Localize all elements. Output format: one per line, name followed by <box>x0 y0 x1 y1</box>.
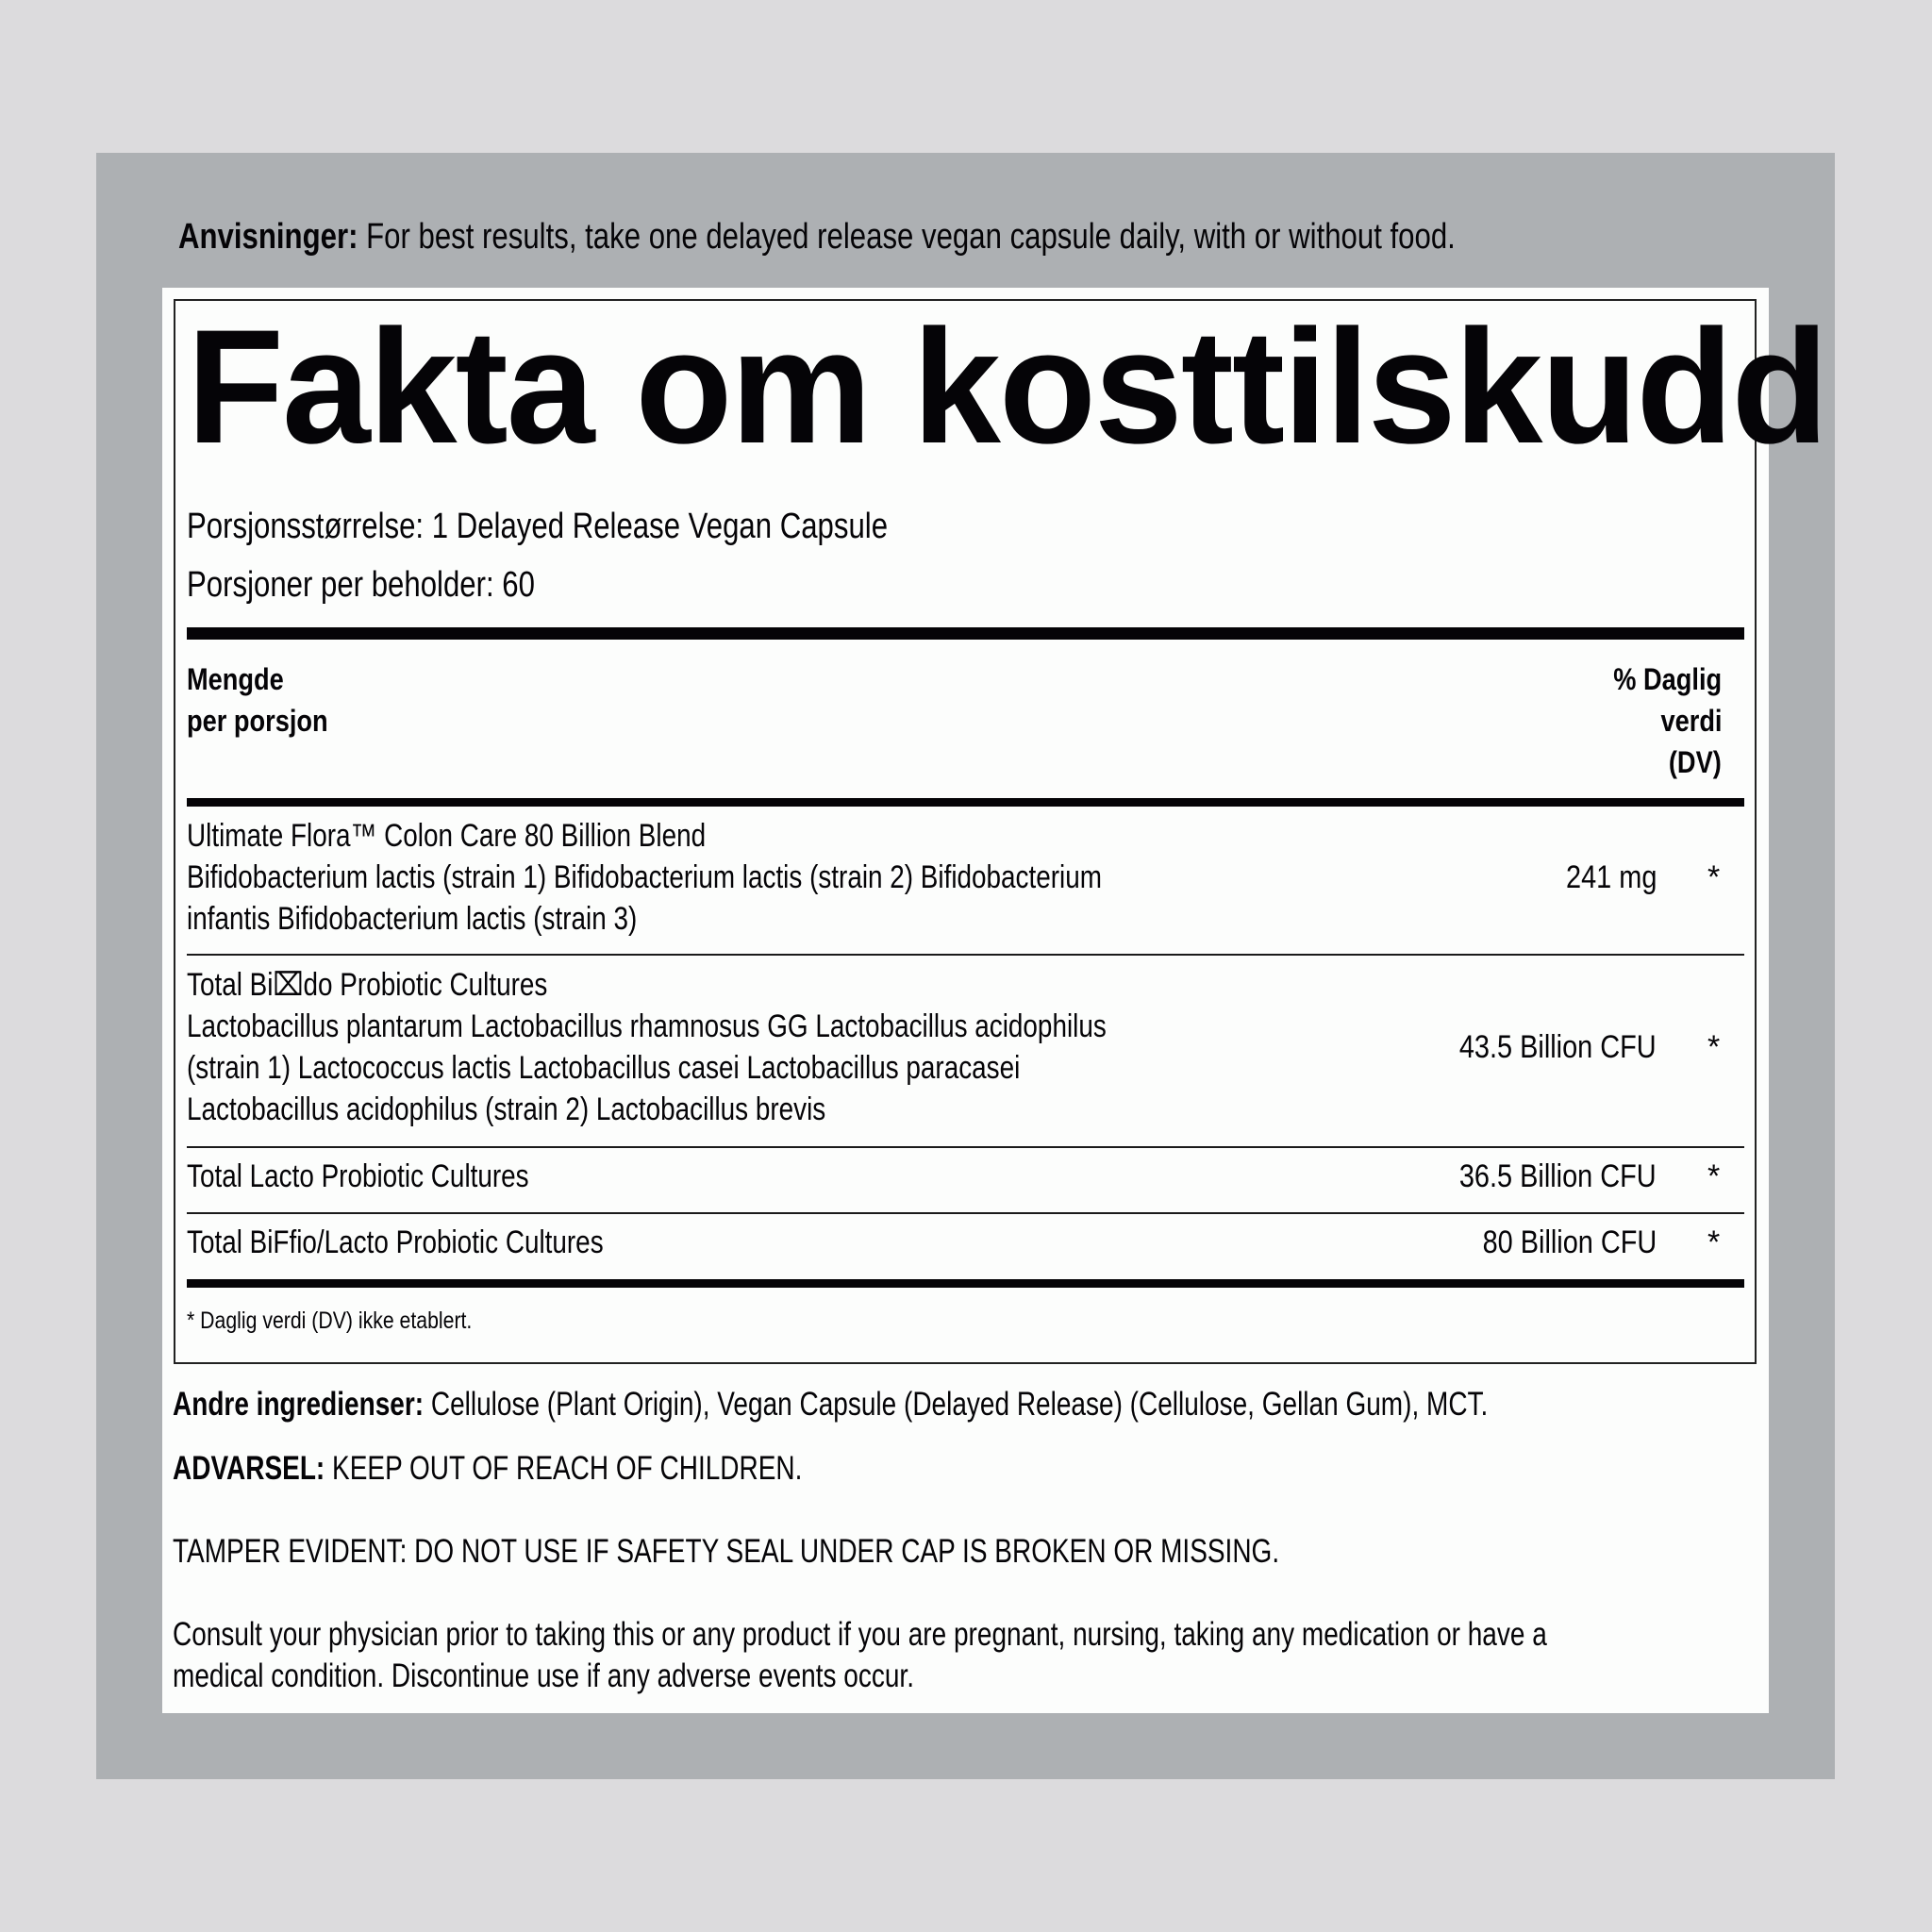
servings-per-container <box>187 563 611 607</box>
row-text: Lactobacillus acidophilus (strain 2) Lactobacillus brevis <box>187 1091 826 1127</box>
warning <box>173 1447 959 1491</box>
divider-thin <box>187 954 1744 956</box>
header-dv-line3: (DV) <box>1669 745 1722 779</box>
warning-label: ADVARSEL: <box>173 1450 325 1487</box>
other-ingredients-label: Andre ingredienser: <box>173 1386 425 1423</box>
daily-value-header <box>1594 658 1722 783</box>
nutrient-row-name <box>187 1156 604 1197</box>
dv-footnote <box>187 1305 523 1337</box>
nutrient-dv: * <box>1707 1224 1721 1260</box>
nutrient-row-name <box>187 815 1303 940</box>
consult-line1: Consult your physician prior to taking this or any product if you are pregnant, nursing, taking any medication or have a <box>173 1616 1547 1653</box>
row-text: infantis Bifidobacterium lactis (strain 3) <box>187 901 638 937</box>
facts-title-text: Fakta om kosttilskudd <box>187 296 1827 477</box>
row-text: (strain 1) Lactococcus lactis Lactobacillus casei Lactobacillus paracasei <box>187 1050 1021 1086</box>
nutrient-row-name <box>187 964 1308 1130</box>
serving-size <box>187 505 1041 548</box>
directions <box>178 215 1736 258</box>
divider-thin <box>187 1146 1744 1148</box>
other-ingredients <box>173 1383 1817 1426</box>
row-text: Total Bi⌧do Probiotic Cultures <box>187 967 548 1003</box>
facts-title <box>187 296 1860 477</box>
row-text: Total BiFfio/Lacto Probiotic Cultures <box>187 1224 604 1260</box>
nutrient-dv: * <box>1707 1158 1721 1194</box>
consult-physician-notice <box>173 1614 1871 1697</box>
nutrient-amount <box>1424 1026 1657 1068</box>
consult-line2: medical condition. Discontinue use if any adverse events occur. <box>173 1657 914 1694</box>
nutrient-amount <box>1550 857 1657 898</box>
nutrient-dv: * <box>1707 1029 1721 1065</box>
amount-text: 36.5 Billion CFU <box>1459 1158 1657 1194</box>
serving-size-text: Porsjonsstørrelse: 1 Delayed Release Vegan Capsule <box>187 507 889 546</box>
nutrient-row-name <box>187 1222 695 1263</box>
header-dv-line1: % Daglig <box>1613 662 1722 696</box>
nutrient-amount <box>1424 1156 1657 1197</box>
nutrient-dv: * <box>1707 859 1721 895</box>
divider-thick <box>187 1279 1744 1288</box>
divider-thick <box>187 798 1744 807</box>
directions-text: For best results, take one delayed release vegan capsule daily, with or without food. <box>358 217 1456 257</box>
row-text: Ultimate Flora™ Colon Care 80 Billion Blend <box>187 818 707 854</box>
nutrient-amount <box>1452 1222 1657 1263</box>
header-dv-line2: verdi <box>1659 704 1722 738</box>
amount-per-serving-header <box>187 658 353 741</box>
header-amount-line2: per porsjon <box>187 704 328 738</box>
amount-text: 43.5 Billion CFU <box>1459 1029 1657 1065</box>
other-ingredients-text: Cellulose (Plant Origin), Vegan Capsule (Delayed Release) (Cellulose, Gellan Gum), MCT. <box>424 1386 1489 1423</box>
row-text: Lactobacillus plantarum Lactobacillus rhamnosus GG Lactobacillus acidophilus <box>187 1008 1107 1044</box>
row-text: Total Lacto Probiotic Cultures <box>187 1158 529 1194</box>
amount-text: 80 Billion CFU <box>1482 1224 1657 1260</box>
header-amount-line1: Mengde <box>187 662 284 696</box>
divider-thick <box>187 627 1744 640</box>
tamper-evident-notice <box>173 1530 1556 1574</box>
dv-footnote-text: * Daglig verdi (DV) ikke etablert. <box>187 1307 473 1334</box>
directions-label: Anvisninger: <box>178 217 358 257</box>
amount-text: 241 mg <box>1565 859 1657 895</box>
warning-text: KEEP OUT OF REACH OF CHILDREN. <box>325 1450 803 1487</box>
servings-per-container-text: Porsjoner per beholder: 60 <box>187 565 535 605</box>
tamper-text: TAMPER EVIDENT: DO NOT USE IF SAFETY SEAL UNDER CAP IS BROKEN OR MISSING. <box>173 1533 1280 1570</box>
row-text: Bifidobacterium lactis (strain 1) Bifidobacterium lactis (strain 2) Bifidobacterium <box>187 859 1102 895</box>
divider-thin <box>187 1212 1744 1214</box>
